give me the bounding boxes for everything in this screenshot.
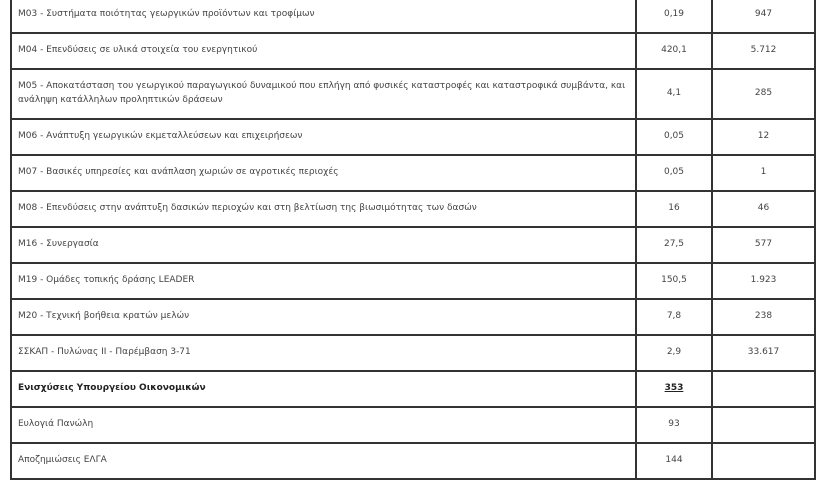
table-row bbox=[11, 69, 815, 119]
amount-value: 0,05 bbox=[636, 119, 712, 155]
table-row bbox=[11, 33, 815, 69]
table-row bbox=[11, 227, 815, 263]
measure-label: M05 - Αποκατάσταση του γεωργικού παραγωγικού δυναμικού που επλήγη από φυσικές καταστροφές και καταστροφικά συμβάντα, και ανάληψη κατάλληλων προληπτικών δράσεων bbox=[11, 69, 636, 119]
measure-label: ΣΣΚΑΠ - Πυλώνας ΙΙ - Παρέμβαση 3-71 bbox=[11, 335, 636, 371]
beneficiaries-count: 1.923 bbox=[712, 263, 815, 299]
beneficiaries-count: 577 bbox=[712, 227, 815, 263]
table-row bbox=[11, 335, 815, 371]
amount-value: 27,5 bbox=[636, 227, 712, 263]
amount-value: 150,5 bbox=[636, 263, 712, 299]
amount-value: 0,19 bbox=[636, 0, 712, 33]
table-row bbox=[11, 119, 815, 155]
beneficiaries-count: 33.617 bbox=[712, 335, 815, 371]
amount-value: 144 bbox=[636, 443, 712, 479]
beneficiaries-count: 285 bbox=[712, 69, 815, 119]
measure-label: Αποζημιώσεις ΕΛΓΑ bbox=[11, 443, 636, 479]
beneficiaries-count: 238 bbox=[712, 299, 815, 335]
amount-value: 0,05 bbox=[636, 155, 712, 191]
measure-label: M04 - Επενδύσεις σε υλικά στοιχεία του ενεργητικού bbox=[11, 33, 636, 69]
amount-value: 16 bbox=[636, 191, 712, 227]
amount-value: 4,1 bbox=[636, 69, 712, 119]
beneficiaries-count: 947 bbox=[712, 0, 815, 33]
amount-value: 7,8 bbox=[636, 299, 712, 335]
measure-label: M19 - Ομάδες τοπικής δράσης LEADER bbox=[11, 263, 636, 299]
measure-label: M06 - Ανάπτυξη γεωργικών εκμεταλλεύσεων και επιχειρήσεων bbox=[11, 119, 636, 155]
section-total-value: 353 bbox=[636, 371, 712, 407]
beneficiaries-count: 1 bbox=[712, 155, 815, 191]
beneficiaries-count bbox=[712, 407, 815, 443]
beneficiaries-count bbox=[712, 371, 815, 407]
beneficiaries-count bbox=[712, 443, 815, 479]
amount-value: 2,9 bbox=[636, 335, 712, 371]
table-row bbox=[11, 443, 815, 479]
table-row-section-header bbox=[11, 371, 815, 407]
table-row bbox=[11, 407, 815, 443]
measure-label: M20 - Τεχνική βοήθεια κρατών μελών bbox=[11, 299, 636, 335]
table-row bbox=[11, 0, 815, 33]
amount-value: 420,1 bbox=[636, 33, 712, 69]
table-row bbox=[11, 263, 815, 299]
section-label: Ενισχύσεις Υπουργείου Οικονομικών bbox=[11, 371, 636, 407]
measure-label: M03 - Συστήματα ποιότητας γεωργικών προϊόντων και τροφίμων bbox=[11, 0, 636, 33]
amount-value: 93 bbox=[636, 407, 712, 443]
table-row bbox=[11, 191, 815, 227]
measure-label: Ευλογιά Πανώλη bbox=[11, 407, 636, 443]
beneficiaries-count: 5.712 bbox=[712, 33, 815, 69]
beneficiaries-count: 46 bbox=[712, 191, 815, 227]
measure-label: M07 - Βασικές υπηρεσίες και ανάπλαση χωριών σε αγροτικές περιοχές bbox=[11, 155, 636, 191]
table-row bbox=[11, 299, 815, 335]
support-measures-table-container bbox=[10, 0, 814, 480]
measure-label: M08 - Επενδύσεις στην ανάπτυξη δασικών περιοχών και στη βελτίωση της βιωσιμότητας των δασών bbox=[11, 191, 636, 227]
beneficiaries-count: 12 bbox=[712, 119, 815, 155]
measure-label: M16 - Συνεργασία bbox=[11, 227, 636, 263]
table-row bbox=[11, 155, 815, 191]
support-measures-table bbox=[10, 0, 816, 480]
